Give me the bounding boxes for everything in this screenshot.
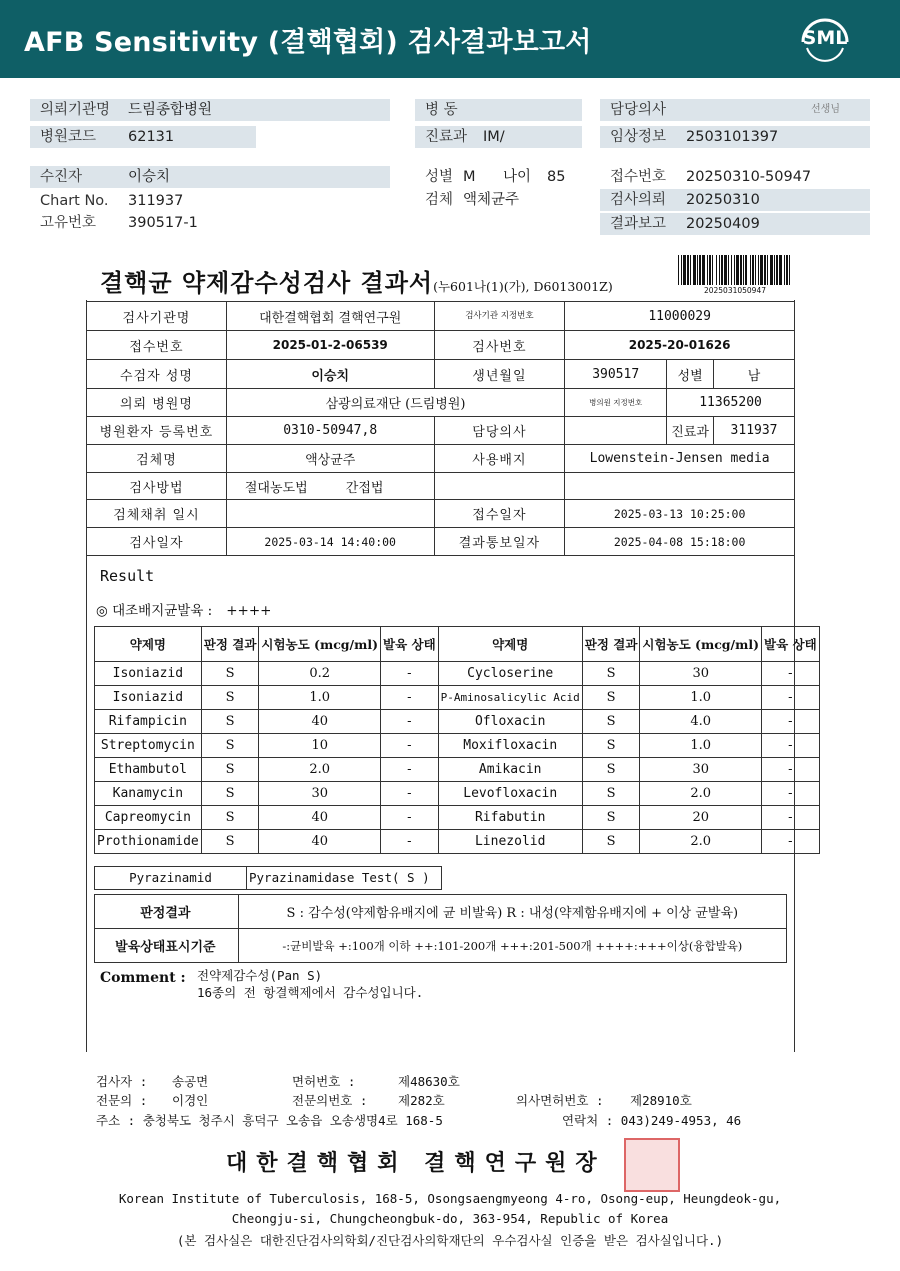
drug-cell: -	[381, 662, 439, 686]
drug-cell: 30	[640, 662, 762, 686]
ward-label: 병 동	[425, 102, 458, 118]
drug-cell: -	[762, 734, 820, 758]
drug-cell: 30	[259, 782, 381, 806]
age-value: 85	[547, 169, 566, 185]
drug-cell: 4.0	[640, 710, 762, 734]
test-no-value: 2025-20-01626	[565, 331, 795, 360]
drug-cell: S	[201, 734, 259, 758]
barcode-icon	[676, 255, 794, 285]
judge-value: S : 감수성(약제함유배지에 균 비발육) R : 내성(약제함유배지에 + 이상 균발육)	[238, 895, 786, 929]
drug-row	[95, 806, 820, 830]
chart-value: 311937	[128, 193, 184, 209]
drug-cell: -	[381, 830, 439, 854]
drug-header-cell: 약제명	[438, 627, 582, 662]
method-value-1: 절대농도법	[244, 480, 308, 496]
doc-title-code: (누601나(1)(가), D6013001Z)	[433, 279, 613, 294]
specialist-value: 이경인	[172, 1093, 209, 1108]
specimen-label-cell: 검체명	[87, 445, 227, 473]
drug-cell: S	[582, 662, 640, 686]
dept-label: 진료과	[425, 129, 468, 145]
chart-label: Chart No.	[40, 193, 109, 209]
drug-row	[95, 782, 820, 806]
control-growth	[96, 599, 271, 619]
drug-cell: 20	[640, 806, 762, 830]
seal-stamp-icon	[624, 1138, 680, 1192]
barcode-number: 2025031050947	[703, 286, 767, 295]
dept-label-cell: 진료과	[667, 417, 714, 445]
drug-cell: S	[201, 806, 259, 830]
doc-title-text: 결핵균 약제감수성검사 결과서	[100, 268, 434, 297]
method-value	[226, 473, 434, 500]
drug-cell: Rifabutin	[438, 806, 582, 830]
logo-text: SML	[802, 27, 848, 49]
drug-cell: 2.0	[640, 782, 762, 806]
report-value: 20250409	[686, 216, 760, 232]
drug-table	[94, 626, 820, 854]
drug-cell: S	[201, 782, 259, 806]
test-date-value: 2025-03-14 14:40:00	[226, 528, 434, 556]
lab-value: 대한결핵협회 결핵연구원	[226, 302, 434, 331]
drug-header-cell: 시험농도 (mcg/ml)	[640, 627, 762, 662]
certification: (본 검사실은 대한진단검사의학회/진단검사의학재단의 우수검사실 인증을 받은 검사실입니다.)	[176, 1233, 724, 1248]
drug-cell: Isoniazid	[95, 686, 202, 710]
test-no-label: 검사번호	[434, 331, 565, 360]
tester-label: 검사자 :	[96, 1074, 148, 1089]
info-specimen	[415, 189, 585, 211]
medium-label: 사용배지	[434, 445, 565, 473]
drug-cell: -	[762, 662, 820, 686]
req-hosp-label: 의뢰 병원명	[87, 389, 227, 417]
accept-date-label: 접수일자	[434, 500, 565, 528]
drug-table-header	[95, 627, 820, 662]
patient-label: 수진자	[40, 169, 83, 185]
drug-cell: 1.0	[259, 686, 381, 710]
birth-label: 생년월일	[434, 360, 565, 389]
doctor-value-cell	[565, 417, 667, 445]
drug-cell: Isoniazid	[95, 662, 202, 686]
drug-cell: S	[201, 662, 259, 686]
info-ward	[415, 99, 582, 121]
drug-cell: S	[582, 686, 640, 710]
receipt-label: 접수번호	[610, 169, 667, 185]
drug-cell: -	[381, 710, 439, 734]
reg-label: 병원환자 등록번호	[87, 417, 227, 445]
drug-row	[95, 758, 820, 782]
org-name: 대한결핵협회 결핵연구원장	[226, 1150, 606, 1176]
drug-row	[95, 710, 820, 734]
accept-date-value: 2025-03-13 10:25:00	[565, 500, 795, 528]
name-value: 이승치	[226, 360, 434, 389]
info-code	[30, 126, 256, 148]
drug-header-cell: 약제명	[95, 627, 202, 662]
drug-cell: 30	[640, 758, 762, 782]
pyrazinamid-value: Pyrazinamidase Test( S )	[249, 870, 430, 885]
sml-logo	[795, 12, 855, 66]
dept-value: IM/	[483, 129, 505, 145]
drug-cell: Prothionamide	[95, 830, 202, 854]
lab-label: 검사기관명	[87, 302, 227, 331]
drug-cell: 2.0	[640, 830, 762, 854]
info-clinical	[600, 126, 870, 148]
collect-value	[226, 500, 434, 528]
drug-cell: P-Aminosalicylic Acid	[438, 686, 582, 710]
drug-cell: -	[381, 758, 439, 782]
specimen-label: 검체	[425, 192, 454, 208]
specimen-value: 액체균주	[463, 192, 520, 208]
info-patient	[30, 166, 390, 188]
license-value: 제48630호	[398, 1074, 460, 1089]
drug-cell: 0.2	[259, 662, 381, 686]
info-sex-age	[415, 166, 585, 188]
report-label: 결과보고	[610, 216, 667, 232]
drug-cell: Streptomycin	[95, 734, 202, 758]
drug-cell: S	[582, 758, 640, 782]
drug-cell: S	[201, 686, 259, 710]
result-label: Result	[100, 567, 155, 585]
pyrazinamid-row	[94, 866, 442, 890]
drug-cell: 40	[259, 830, 381, 854]
patient-value: 이승치	[128, 169, 171, 185]
contact: 연락처 : 043)249-4953, 46	[562, 1113, 742, 1128]
birth-value: 390517	[565, 360, 667, 389]
doctor-label-cell: 담당의사	[434, 417, 565, 445]
comment-text	[197, 967, 423, 1001]
info-receipt	[600, 166, 870, 188]
drug-cell: S	[201, 710, 259, 734]
drug-cell: -	[762, 806, 820, 830]
drug-cell: S	[582, 710, 640, 734]
drug-cell: 1.0	[640, 734, 762, 758]
tester-value: 송공면	[172, 1074, 209, 1089]
name-label: 수검자 성명	[87, 360, 227, 389]
drug-cell: Levofloxacin	[438, 782, 582, 806]
license-label: 면허번호 :	[292, 1074, 356, 1089]
method-value-2: 간접법	[345, 480, 384, 496]
reg-value: 0310-50947,8	[226, 417, 434, 445]
drug-cell: -	[381, 782, 439, 806]
drug-cell: Cycloserine	[438, 662, 582, 686]
growth-label: 발육상태표시기준	[95, 929, 239, 963]
drug-header-cell: 발육 상태	[381, 627, 439, 662]
drug-cell: S	[201, 830, 259, 854]
method-label: 검사방법	[87, 473, 227, 500]
control-value: ++++	[226, 603, 272, 619]
drug-row	[95, 734, 820, 758]
drug-cell: 2.0	[259, 758, 381, 782]
medium-value: Lowenstein-Jensen media	[565, 445, 795, 473]
lab-code-value: 11000029	[565, 302, 795, 331]
age-label: 나이	[503, 169, 532, 185]
drug-cell: Ofloxacin	[438, 710, 582, 734]
accept-value: 2025-01-2-06539	[226, 331, 434, 360]
drug-row	[95, 686, 820, 710]
doctor-label: 담당의사	[610, 102, 667, 118]
page-title: AFB Sensitivity (결핵협회) 검사결과보고서	[24, 27, 592, 58]
info-hospital	[30, 99, 390, 121]
drug-header-cell: 발육 상태	[762, 627, 820, 662]
notify-value: 2025-04-08 15:18:00	[565, 528, 795, 556]
drug-cell: -	[762, 758, 820, 782]
request-value: 20250310	[686, 192, 760, 208]
drug-cell: S	[201, 758, 259, 782]
drug-cell: Linezolid	[438, 830, 582, 854]
drug-cell: -	[762, 686, 820, 710]
drug-row	[95, 830, 820, 854]
drug-header-cell: 판정 결과	[201, 627, 259, 662]
info-chart	[30, 190, 390, 212]
drug-cell: 40	[259, 710, 381, 734]
en-address-1: Korean Institute of Tuberculosis, 168-5, Osongsaengmyeong 4-ro, Osong-eup, Heungdeok-gu,	[118, 1191, 782, 1206]
spec-no-value: 제282호	[398, 1093, 445, 1108]
drug-cell: -	[381, 686, 439, 710]
drug-cell: S	[582, 830, 640, 854]
info-report	[600, 213, 870, 235]
drug-cell: 10	[259, 734, 381, 758]
drug-cell: Ethambutol	[95, 758, 202, 782]
sex-label: 성별	[425, 169, 454, 185]
comment-line-1: 전약제감수성(Pan S)	[197, 968, 323, 983]
drug-cell: 40	[259, 806, 381, 830]
comment-line-2: 16종의 전 항결핵제에서 감수성입니다.	[197, 985, 424, 1000]
comment-label: Comment :	[100, 970, 186, 986]
drug-cell: S	[582, 782, 640, 806]
code-label: 병원코드	[40, 129, 97, 145]
hospital-value: 드림종합병원	[128, 102, 213, 118]
en-address-2: Cheongju-si, Chungcheongbuk-do, 363-954, Republic of Korea	[231, 1211, 669, 1226]
pyrazinamid-label: Pyrazinamid	[95, 867, 247, 889]
hosp-code-value: 11365200	[667, 389, 795, 417]
judge-label: 판정결과	[95, 895, 239, 929]
lab-code-label: 검사기관 지정번호	[434, 302, 565, 331]
doctor-no-label: 의사면허번호 :	[516, 1093, 604, 1108]
hospital-label: 의뢰기관명	[40, 102, 111, 118]
sex-label-cell: 성별	[667, 360, 714, 389]
doc-title	[100, 263, 613, 298]
specimen-value-cell: 액상균주	[226, 445, 434, 473]
drug-cell: -	[762, 782, 820, 806]
method-empty-2	[565, 473, 795, 500]
drug-header-cell: 시험농도 (mcg/ml)	[259, 627, 381, 662]
drug-cell: Amikacin	[438, 758, 582, 782]
method-empty	[434, 473, 565, 500]
code-value: 62131	[128, 129, 175, 145]
notify-label: 결과통보일자	[434, 528, 565, 556]
hosp-code-label: 병의원 지정번호	[565, 389, 667, 417]
sex-value: M	[463, 169, 476, 185]
collect-label: 검체채취 일시	[87, 500, 227, 528]
spec-no-label: 전문의번호 :	[292, 1093, 368, 1108]
info-doctor	[600, 99, 870, 121]
receipt-value: 20250310-50947	[686, 169, 812, 185]
drug-cell: S	[582, 806, 640, 830]
drug-cell: S	[582, 734, 640, 758]
test-date-label: 검사일자	[87, 528, 227, 556]
specialist-label: 전문의 :	[96, 1093, 148, 1108]
specimen-info-table	[86, 301, 795, 556]
clinical-label: 임상정보	[610, 129, 667, 145]
legend-table	[94, 894, 787, 963]
clinical-value: 2503101397	[686, 129, 779, 145]
drug-header-cell: 판정 결과	[582, 627, 640, 662]
drug-cell: Capreomycin	[95, 806, 202, 830]
uid-label: 고유번호	[40, 215, 97, 231]
dept-value-cell: 311937	[714, 417, 795, 445]
drug-cell: -	[762, 830, 820, 854]
control-label: ◎ 대조배지균발육 :	[96, 603, 213, 619]
drug-cell: -	[381, 806, 439, 830]
drug-cell: 1.0	[640, 686, 762, 710]
uid-value: 390517-1	[128, 215, 198, 231]
header-banner	[0, 0, 900, 78]
sex-value-cell: 남	[714, 360, 795, 389]
drug-cell: -	[762, 710, 820, 734]
accept-label: 접수번호	[87, 331, 227, 360]
drug-cell: -	[381, 734, 439, 758]
doctor-suffix: 선생님	[811, 104, 840, 115]
growth-value: -:균비발육 +:100개 이하 ++:101-200개 +++:201-500개 ++++:+++이상(융합발육)	[238, 929, 786, 963]
doctor-no-value: 제28910호	[630, 1093, 692, 1108]
drug-cell: Moxifloxacin	[438, 734, 582, 758]
req-hosp-value: 삼광의료재단 (드림병원)	[226, 389, 564, 417]
info-dept	[415, 126, 582, 148]
address: 주소 : 충청북도 청주시 흥덕구 오송읍 오송생명4로 168-5	[96, 1113, 443, 1128]
request-label: 검사의뢰	[610, 192, 667, 208]
drug-row	[95, 662, 820, 686]
info-request	[600, 189, 870, 211]
info-uid	[30, 212, 390, 234]
drug-cell: Rifampicin	[95, 710, 202, 734]
drug-cell: Kanamycin	[95, 782, 202, 806]
